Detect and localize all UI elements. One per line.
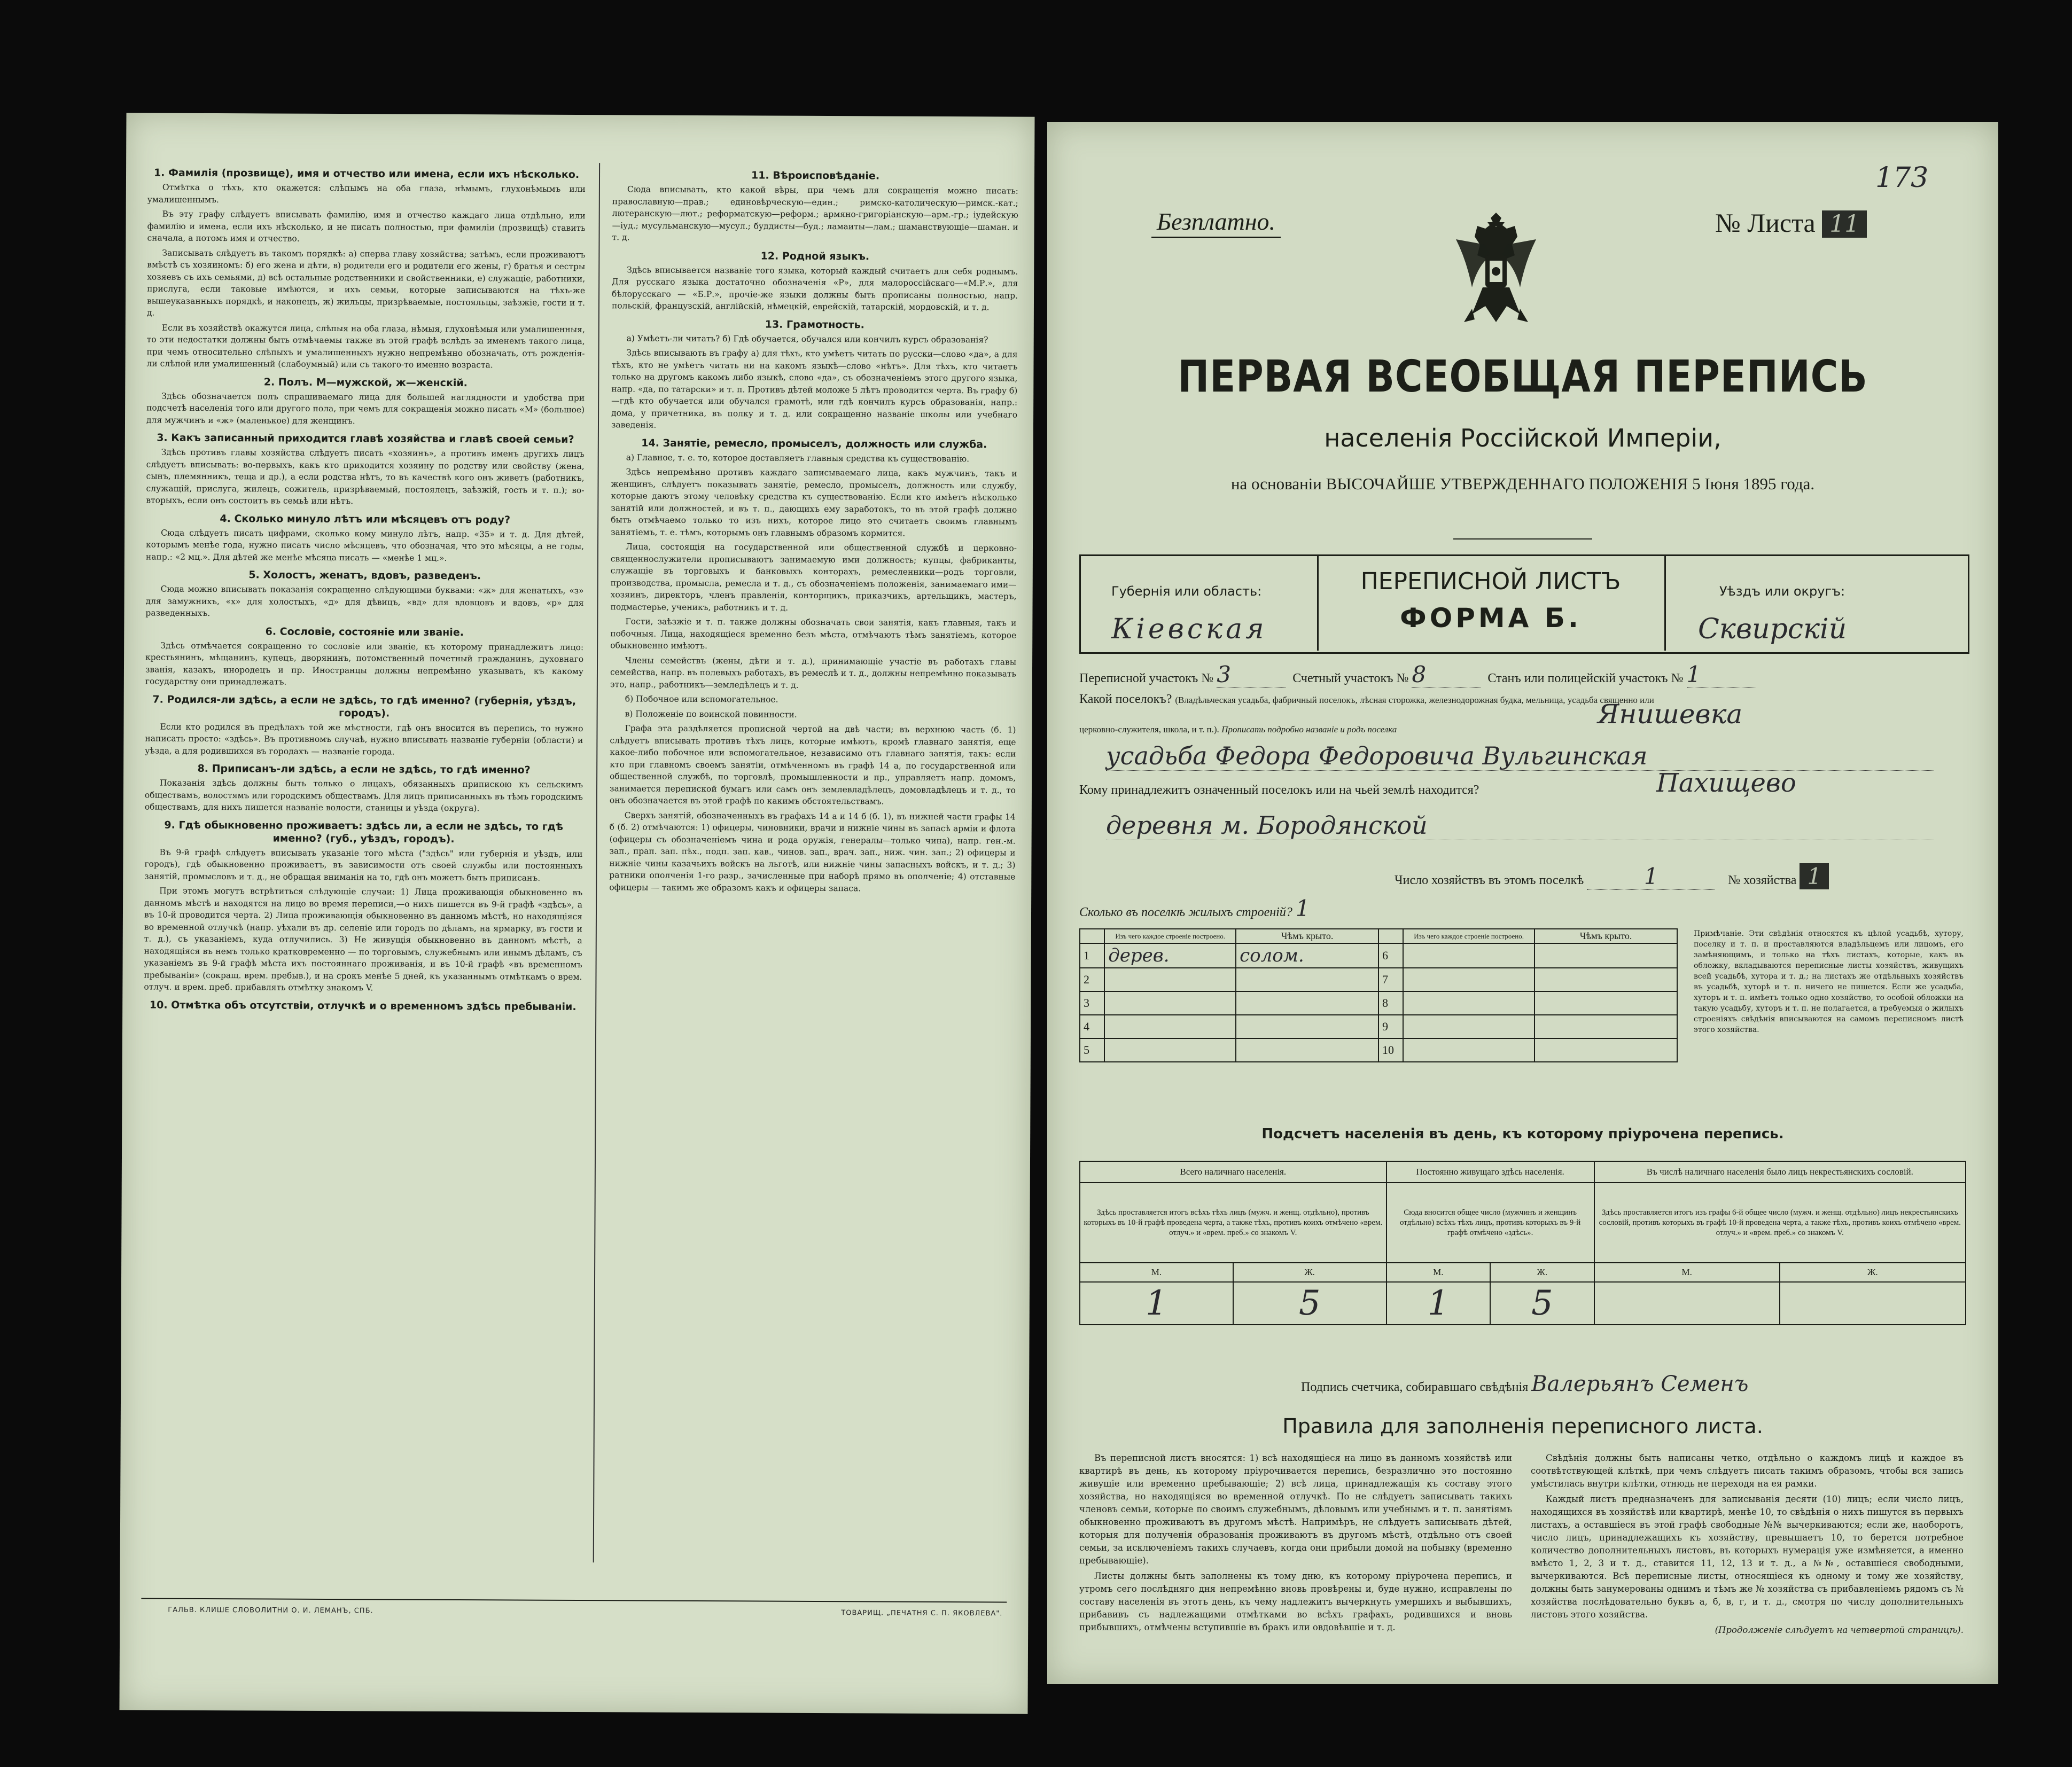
male-header: М. <box>1386 1263 1491 1282</box>
free-stamp <box>1151 207 1281 238</box>
section-paragraph: Отмѣтка о тѣхъ, кто окажется: слѣпымъ на оба глаза, нѣмымъ, глухонѣмымъ или умалишеннымъ. <box>147 182 586 205</box>
present-female-value: 5 <box>1233 1282 1386 1325</box>
census-basis: на основаніи ВЫСОЧАЙШЕ УТВЕРЖДЕННАГО ПОЛОЖЕНІЯ 5 Іюня 1895 года. <box>1230 474 1815 493</box>
section-paragraph: Гости, заѣзжіе и т. п. также должны обозначать свои занятія, какъ главныя, такъ и побочныя. Лица, находящіеся временно безъ мѣста, отмѣчаютъ тѣмъ занятіемъ, которое обыкновенно имѣютъ. <box>610 616 1017 651</box>
sheet-title-2: ФОРМА Б. <box>1400 603 1582 634</box>
section-paragraph: а) Умѣетъ-ли читать? б) Гдѣ обучается, обучался или кончилъ курсъ образованія? <box>626 333 988 345</box>
section-paragraph: Графа эта раздѣляется прописной чертой на двѣ части; въ верхнюю часть (б. 1) слѣдуетъ вписывать противъ тѣхъ лицъ, которые имѣютъ, кромѣ главнаго занятія, еще какое-либо побочное или вспомогательное, независимо отъ главнаго занятія, такъ: если кто при главномъ своемъ занятіи, отмѣченномъ въ графѣ 14 а, по государственной или общественной службѣ, по торговлѣ, промышленности и пр., управляетъ напр. домомъ, занимается перепиской бумагъ или самъ онъ землевладѣлецъ, домовладѣлецъ и т. д., то онъ обозначается въ этой графѣ по какимъ обстоятельствамъ. <box>609 723 1016 807</box>
section-paragraph: Если кто родился въ предѣлахъ той же мѣстности, гдѣ онъ вносится въ перепись, то нужно написать просто: «здѣсь». Въ противномъ случаѣ, нужно вписывать названіе губерніи (области) и уѣзда, а для родившихся въ городахъ — названіе города. <box>145 722 583 757</box>
owner-value-2: деревня м. Бородянской <box>1106 811 1934 840</box>
count-header-permanent: Постоянно живущаго здѣсь населенія. <box>1386 1161 1594 1183</box>
count-header-present: Всего наличнаго населенія. <box>1080 1161 1386 1183</box>
section-paragraph: Здѣсь вписывають въ графу а) для тѣхъ, кто умѣетъ читать по русски—слово «да», а для тѣхъ, кто не умѣетъ читать ни на какомъ языкѣ—слово «нѣтъ». Для тѣхъ, кто читаетъ только на другомъ какомъ либо языкѣ, слово «да», съ обозначеніемъ этого другого языка, напр. «да, по татарски» и т. п. Противъ дѣтей моложе 5 лѣтъ проводится черта. Въ графу б)—гдѣ кто обучается или обучался грамотѣ, или гдѣ кончилъ курсъ образованія, напр.: дома, у причетника, въ полку и т. д. или сокращенно названіе школы или учебнаго заведенія. <box>611 348 1018 430</box>
bld-row-number: 6 <box>1378 943 1403 968</box>
owner-label: Кому принадлежитъ означенный поселокъ или на чьей землѣ находится? <box>1079 783 1479 797</box>
count-sex-row <box>1080 1263 1966 1282</box>
permanent-male-value: 1 <box>1386 1282 1491 1325</box>
buildings-row <box>1079 895 1310 921</box>
section-paragraph: б) Побочное или вспомогательное. <box>625 694 778 705</box>
settlement-hint-3: Прописать подробно названіе и родъ поселка <box>1221 724 1397 734</box>
section-paragraph: Записывать слѣдуетъ въ такомъ порядкѣ: а) сперва главу хозяйства; затѣмъ, если проживаютъ вмѣстѣ съ хозяиномъ: б) его жена и дѣти, в) родители его и родители его жены, г) братья и сестры хозяевъ съ ихъ семьями, д) всѣ остальные родственники и свойственники, е) служащіе, работники, прислуга, если таковые имѣются, и ихъ семьи, которые записываются на тѣхъ-же вышеуказанныхъ порядкѣ, и наконецъ, ж) жильцы, призрѣваемые, постояльцы, заѣзжіе, гости и т. д. <box>146 248 586 318</box>
right-page <box>1047 122 1998 1684</box>
bld-row-number: 5 <box>1080 1038 1104 1062</box>
instructions-column-2 <box>606 163 1018 1601</box>
households-label: Число хозяйствъ въ этомъ поселкѣ <box>1395 873 1584 887</box>
section-paragraph: Здѣсь обозначается полъ спрашиваемаго лица для большей наглядности и удобства при подсчетѣ населенія того или другого пола, при чемъ для сокращенія можно писать «М» (большое) для мужчинъ и «ж» (маленькое) для женщинъ. <box>146 391 585 426</box>
count-desc-row <box>1080 1183 1966 1263</box>
section-heading: 12. Родной языкъ. <box>760 249 870 262</box>
census-district <box>1079 661 1756 688</box>
section-heading: 7. Родился-ли здѣсь, а если не здѣсь, то гдѣ именно? (губернія, уѣздъ, городъ). <box>152 693 577 719</box>
permanent-female-value: 5 <box>1490 1282 1594 1325</box>
section-heading: 9. Гдѣ обыкновенно проживаетъ: здѣсь ли, а если не здѣсь, то гдѣ именно? (губ., уѣздъ, городъ). <box>164 819 564 845</box>
owner-value-1: Пахищево <box>1656 768 1796 798</box>
sheet-title-1: ПЕРЕПИСНОЙ ЛИСТЪ <box>1360 568 1621 595</box>
counting-district-value: 8 <box>1412 661 1481 688</box>
section-heading: 11. Вѣроисповѣданіе. <box>751 169 880 182</box>
imprint-left: ГАЛЬВ. КЛИШЕ СЛОВОЛИТНИ О. И. ЛЕМАНЪ, СПБ. <box>168 1606 373 1615</box>
census-title: ПЕРВАЯ ВСЕОБЩАЯ ПЕРЕПИСЬ <box>1178 351 1868 402</box>
section-paragraph: Сверхъ занятій, обозначенныхъ въ графахъ 14 а и 14 б (б. 1), въ нижней части графы 14 б (б. 2) отмѣчаются: 1) офицеры, чиновники, врачи и нижніе чины въ запасѣ арміи и флота (офицеры съ обозначеніемъ чина и рода оружія, генералы—только чина), напр. ген.-м. зап., прап. зап. пѣх., подп. зап. кав., чинов. зап., врач. зап., ниж. чин. зап.; 2) офицеры и нижніе чины казачьихъ войскъ на льготѣ, или нижніе чины запасныхъ войскъ, и т. д.; 3) ратники ополченія 1-го разр., зачисленные при наборѣ прямо въ ополченіе; 4) отставные офицеры — такимъ же образомъ какъ и офицеры запаса. <box>609 810 1016 893</box>
household-no-value: 1 <box>1800 863 1829 889</box>
rules-column-2 <box>1531 1452 1964 1676</box>
uezd-value: Сквирскій <box>1698 613 1847 645</box>
bld-roof-header-right: Чѣмъ крыто. <box>1534 929 1677 943</box>
section-heading: 10. Отмѣтка объ отсутствіи, отлучкѣ и о временномъ здѣсь пребываніи. <box>149 999 577 1013</box>
settlement-label-row <box>1079 692 1654 707</box>
present-male-value: 1 <box>1080 1282 1233 1325</box>
buildings-value: 1 <box>1295 895 1310 921</box>
buildings-label: Сколько въ поселкѣ жилыхъ строеній? <box>1079 905 1292 919</box>
count-desc-permanent: Сюда вносится общее число (мужчинъ и женщинъ отдѣльно) всѣхъ тѣхъ лицъ, противъ которыхъ въ 9-й графѣ отмѣчено «здѣсь». <box>1386 1183 1594 1263</box>
left-page <box>119 113 1034 1714</box>
gubernia-label: Губернія или область: <box>1111 584 1262 599</box>
female-header: Ж. <box>1233 1263 1386 1282</box>
bld-row-number: 10 <box>1378 1038 1403 1062</box>
section-heading: 3. Какъ записанный приходится главѣ хозяйства и главѣ своей семьи? <box>157 432 574 445</box>
section-paragraph: При этомъ могутъ встрѣтиться слѣдующіе случаи: 1) Лица проживающія обыкновенно въ данномъ мѣстѣ и находятся на лицо во время переписи,—о нихъ пишется въ 9-й графѣ «здѣсь», а въ 10-й проводится черта. 2) Лица проживающія обыкновенно въ данномъ мѣстѣ, но находящіяся во временной отлучкѣ (напр. уѣхали въ др. селеніе или городъ по дѣламъ, на ярмарку, въ гости и т. д.), съ указаніемъ, куда отлучились. 3) Не живущія обыкновенно въ данномъ мѣстѣ, а находящіяся въ немъ только кратковременно — по торговымъ, служебнымъ или инымъ дѣламъ, съ указаніемъ въ 9-й графѣ мѣста ихъ постояннаго проживанія, и въ 10-й графѣ «въ временномъ пребываніи» (сокращ. врем. пребыв.), и на срокъ менѣе 5 дней, къ указаннымъ отмѣткамъ о врем. отлуч. и врем. преб. прибавлять отмѣтку знакомъ V. <box>144 886 583 993</box>
rules-paragraph: Свѣдѣнія должны быть написаны четко, отдѣльно о каждомъ лицѣ и каждое въ соотвѣтствующей клѣткѣ, при чемъ слѣдуетъ писать такимъ образомъ, чтобы вся запись умѣстилась внутри клѣтки, отнюдь не переходя на ея рамки. <box>1531 1453 1964 1489</box>
male-header: М. <box>1594 1263 1780 1282</box>
free-stamp-text: Безплатно. <box>1157 208 1276 235</box>
column-divider <box>593 163 600 1562</box>
rules-paragraph: Каждый листъ предназначенъ для записыванія десяти (10) лицъ; если число лицъ, находящихся въ хозяйствѣ или квартирѣ, менѣе 10, то свѣдѣнія о нихъ пишутся въ первыхъ листахъ, а оставшіеся въ этой графѣ свободные №№ вычеркиваются; если же, наоборотъ, число лицъ, принадлежащихъ къ хозяйству, превышаетъ 10, то берется потребное количество дополнительныхъ листовъ, въ которыхъ нумерація уже измѣняется, а именно вмѣсто 1, 2, 3 и т. д., ставится 11, 12, 13 и т. д., а №№, оставшіеся свободными, вычеркиваются. Всѣ переписные листы, относящіеся къ одному и тому же хозяйству, должны быть занумерованы однимъ и тѣмъ же № хозяйства съ прибавленіемъ рядомъ съ № хозяйства послѣдовательно буквъ а, б, в, г, и т. д., смотря по числу дополнительныхъ листовъ этого хозяйства. <box>1531 1494 1964 1620</box>
section-heading: 13. Грамотность. <box>765 318 864 331</box>
settlement-hint-row <box>1079 724 1397 734</box>
counting-district-label: Счетный участокъ № <box>1292 671 1409 685</box>
settlement-value-2: усадьба Федора Федоровича Вульгинская <box>1106 741 1934 771</box>
male-header: М. <box>1080 1263 1233 1282</box>
section-paragraph: Здѣсь непремѣнно противъ каждаго записываемаго лица, какъ мужчинъ, такъ и женщинъ, слѣдуетъ показывать занятіе, ремесло, промыселъ, должность или службу, которые даютъ этому человѣку средства къ существованію. Если кто имѣетъ нѣсколько занятій или должностей, и въ т. п., дающихъ ему заработокъ, то въ этой графѣ должно быть отмѣчаемо только то изъ нихъ, которое лицо это считаетъ своимъ главнымъ занятіемъ, т. е. тѣмъ, которымъ онъ главнымъ образомъ кормится. <box>611 467 1017 538</box>
settlement-label: Какой поселокъ? <box>1079 692 1172 706</box>
bld-row-number: 8 <box>1378 991 1403 1015</box>
section-paragraph: Здѣсь вписывается названіе того языка, который каждый считаетъ для себя роднымъ. Для русскаго языка достаточно обозначенія «Р», для малороссійскаго—«М.Р.», для бѣлорусскаго — «Б.Р.», прочіе-же языки должны быть прописаны полностью, напр. польскій, французскій, англійскій, нѣмецкій, еврейскій, татарскій, мордовскій, и т. д. <box>611 264 1018 312</box>
section-paragraph: Показанія здѣсь должны быть только о лицахъ, обязанныхъ припискою къ сельскимъ обществамъ, волостямъ или городскимъ обществамъ. Для лицъ приписанныхъ въ тѣмъ городскимъ обществамъ, для нихъ пишется названіе волости, станицы и уѣзда (округа). <box>144 778 583 814</box>
sheet-number-value: 11 <box>1822 210 1867 238</box>
section-heading: 4. Сколько минуло лѣтъ или мѣсяцевъ отъ роду? <box>220 512 511 526</box>
section-paragraph: Въ 9-й графѣ слѣдуетъ вписывать указаніе того мѣста ("здѣсь" или губернія и уѣздъ, или городъ), гдѣ обыкновенно проживаетъ, въ зависимости отъ своей службы или постоянныхъ занятій, промысловъ и т. д., не обращая вниманія на то, гдѣ онъ можетъ быть приписанъ. <box>144 847 583 883</box>
section-heading: 8. Приписанъ-ли здѣсь, а если не здѣсь, то гдѣ именно? <box>197 762 531 776</box>
section-paragraph: Въ эту графу слѣдуетъ вписывать фамилію, имя и отчество каждаго лица отдѣльно, или фамилію и имена, если ихъ нѣсколько, и не писать полностью, при фамиліи (прозвищѣ) ставить сначала, а потомъ имя и отчество. <box>147 209 586 244</box>
bld-row-number: 4 <box>1080 1015 1104 1038</box>
households-value: 1 <box>1587 863 1715 890</box>
non-peasant-female-value <box>1780 1282 1966 1325</box>
bld-row-number: 9 <box>1378 1015 1403 1038</box>
sheet-number <box>1715 207 1867 238</box>
buildings-table-header <box>1080 929 1677 943</box>
eagle-emblem <box>1435 202 1557 335</box>
rules-continued: (Продолженіе слѣдуетъ на четвертой страницѣ). <box>1715 1625 1964 1635</box>
census-district-value: 3 <box>1217 661 1286 688</box>
settlement-hint-1: (Владѣльческая усадьба, фабричный поселокъ, лѣсная сторожка, железнодорожная будка, мельница, усадьба священно или <box>1175 695 1654 705</box>
buildings-table <box>1079 928 1678 1062</box>
bld-row-number: 1 <box>1080 943 1104 968</box>
bld-material-header-left: Изъ чего каждое строеніе построено. <box>1104 929 1236 943</box>
table-row <box>1080 968 1677 991</box>
archive-page-number: 173 <box>1875 162 1929 194</box>
section-heading: 2. Полъ. М—мужской, ж—женскій. <box>263 376 468 389</box>
section-paragraph: Здѣсь противъ главы хозяйства слѣдуетъ писать «хозяинъ», а противъ именъ другихъ лицъ слѣдуетъ вписывать: во-первыхъ, какъ кто приходится хозяину по родству или свойству (жена, сынъ, племянникъ, теща и др.), а если родства нѣтъ, то въ качествѣ кого онъ живетъ (работникъ, служащій, прислуга, жилецъ, сожитель, призрѣваемый, постоялецъ, заѣзжій, гость и т. п.); во-вторыхъ, если онъ состоитъ въ семьѣ или нѣтъ. <box>146 447 585 506</box>
signature-value: Валерьянъ Семенъ <box>1531 1372 1749 1396</box>
count-values-row <box>1080 1282 1966 1325</box>
count-desc-non-peasant: Здѣсь проставляется итогъ изъ графы 6-й общее число (мужч. и женщ. отдѣльно) лицъ некрестьянскихъ сословій, противъ которыхъ въ графѣ 10-й проведена черта, а также тѣхъ, противъ коихъ отмѣчено «врем. отлуч.» и «врем. преб.» со знакомъ V. <box>1594 1183 1966 1263</box>
section-paragraph: Лица, состоящія на государственной или общественной службѣ и церковно-священнослужители прописываютъ занимаемую ими должность; купцы, фабриканты, служащіе въ торговыхъ и банковыхъ конторахъ, ремесленники—родъ торговли, производства, промысла, ремесла и т. д., съ обозначеніемъ положенія, занимаемаго ими—хозяинъ, директоръ, членъ правленія, конторщикъ, приказчикъ, артельщикъ, мастеръ, подмастерье, ученикъ, работникъ и т. д. <box>610 542 1017 613</box>
section-paragraph: в) Положеніе по воинской повинности. <box>625 708 797 720</box>
population-count-table <box>1079 1161 1966 1325</box>
census-district-label: Переписной участокъ № <box>1079 671 1214 685</box>
table-row <box>1080 943 1677 968</box>
bld-roof-cell: солом. <box>1236 943 1378 968</box>
imprint-right: ТОВАРИЩ. „ПЕЧАТНЯ С. П. ЯКОВЛЕВА". <box>841 1609 1003 1618</box>
section-paragraph: Здѣсь отмѣчается сокращенно то сословіе или званіе, къ которому принадлежитъ лицо: крестьянинъ, мѣщанинъ, купецъ, дворянинъ, потомственный почетный гражданинъ, духовнаго званія, казакъ, инородецъ и пр. Иностранцы должны непремѣнно указывать, къ какому государству они принадлежатъ. <box>145 640 584 687</box>
gubernia-box <box>1079 554 1319 651</box>
uezd-label: Уѣздъ или округъ: <box>1719 584 1845 599</box>
female-header: Ж. <box>1490 1263 1594 1282</box>
signature-row <box>1301 1372 1748 1396</box>
households-row <box>1395 863 1829 890</box>
buildings-side-note: Примѣчаніе. Эти свѣдѣнія относятся къ цѣлой усадьбѣ, хутору, поселку и т. п. и проставляются владѣльцемъ или лицомъ, его замѣняющимъ, и только на тѣхъ листахъ, которые, какъ въ обложку, вкладываются переписные листы хозяйствъ, живущихъ всей усадьбѣ, хутора и т. д.; на листахъ же отдѣльныхъ хозяйствъ въ усадьбѣ, хуторѣ и т. п. ничего не пишется. Если же усадьба, хуторъ и т. п. имѣетъ только одно хозяйство, то особой обложки на такую усадьбу, хуторъ и т. п. не полагается, а требуемыя о жилыхъ строеніяхъ свѣдѣнія вписываются на самомъ переписномъ листѣ этого хозяйства. <box>1694 929 1964 1034</box>
count-header-row <box>1080 1161 1966 1183</box>
stan-label: Станъ или полицейскій участокъ № <box>1487 671 1684 685</box>
title-rule <box>1453 538 1592 540</box>
section-heading: 1. Фамилія (прозвище), имя и отчество или имена, если ихъ нѣсколько. <box>153 167 580 181</box>
section-paragraph: а) Главное, т. е. то, которое доставляетъ главныя средства къ существованію. <box>626 452 970 464</box>
bld-material-cell: дерев. <box>1104 943 1236 968</box>
section-heading: 5. Холостъ, женатъ, вдовъ, разведенъ. <box>248 569 481 582</box>
female-header: Ж. <box>1780 1263 1966 1282</box>
stan-value: 1 <box>1687 661 1756 688</box>
count-header-non-peasant: Въ числѣ наличнаго населенія было лицъ некрестьянскихъ сословій. <box>1594 1161 1966 1183</box>
count-desc-present: Здѣсь проставляется итогъ всѣхъ тѣхъ лицъ (мужч. и женщ. отдѣльно), противъ которыхъ въ 10-й графѣ проведена черта, а также тѣхъ, противъ коихъ отмѣчено «врем. отлуч.» и «врем. преб.» со знакомъ V. <box>1080 1183 1386 1263</box>
section-paragraph: Сюда слѣдуетъ писать цифрами, сколько кому минуло лѣтъ, напр. «35» и т. д. Для дѣтей, которымъ менѣе года, нужно писать число мѣсяцевъ, что обозначая, что это мѣсяцы, а не годы, напр.: «2 мц.». Для дѣтей же менѣе мѣсяца писать — «менѣе 1 мц.». <box>145 528 585 563</box>
rules-paragraph: Въ переписной листъ вносятся: 1) всѣ находящіеся на лицо въ данномъ хозяйствѣ или квартирѣ въ день, къ которому пріурочивается перепись, безразлично это постоянно живущіе или временно пребывающіе; 2) всѣ лица, принадлежащія къ составу этого хозяйства, но находящіяся во временной отлучкѣ. По не слѣдуетъ записывать такихъ членовъ семьи, которые по своимъ служебнымъ, дѣловымъ или учебнымъ и т. п. занятіямъ обыкновенно проживаютъ въ другомъ мѣстѣ. Напримѣръ, не слѣдуетъ записывать дѣтей, которыя для полученія образованія проживаютъ въ другомъ мѣстѣ, отдѣльно отъ своей семьи, за исключеніемъ такихъ случаевъ, когда они прибыли домой на побывку (временно пребывающіе). <box>1079 1453 1512 1566</box>
section-heading: 6. Сословіе, состояніе или званіе. <box>265 625 464 638</box>
signature-label: Подпись счетчика, собиравшаго свѣдѣнія <box>1301 1380 1529 1394</box>
bld-row-number: 2 <box>1080 968 1104 991</box>
rules-column-1 <box>1079 1452 1512 1676</box>
uezd-box <box>1664 554 1968 651</box>
sheet-number-label: № Листа <box>1715 208 1816 238</box>
table-row <box>1080 991 1677 1015</box>
census-subtitle: населенія Россійской Имперіи, <box>1324 424 1722 452</box>
household-no-label: № хозяйства <box>1728 873 1797 887</box>
settlement-value-1: Янишевка <box>1598 699 1743 730</box>
section-paragraph: Сюда вписывать, кто какой вѣры, при чемъ для сокращенія можно писать: православную—прав.; единовѣрческую—един.; римско-католическую—римск.-кат.; лютеранскую—лют.; реформатскую—реформ.; армяно-григоріанскую—арм.-гр.; іудейскую—іуд.; мусульманскую—мусул.; буддисты—буд.; ламаиты—лам.; шаманствующіе—шаман. и т. д. <box>612 184 1018 243</box>
section-paragraph: Сюда можно вписывать показанія сокращенно слѣдующими буквами: «ж» для женатыхъ, «з» для замужнихъ, «х» для холостыхъ, «д» для дѣвицъ, «вд» для вдовцовъ и вдовъ, «р» для разведенныхъ. <box>145 584 584 618</box>
non-peasant-male-value <box>1594 1282 1780 1325</box>
double-headed-eagle-icon <box>1435 202 1557 335</box>
table-row <box>1080 1038 1677 1062</box>
bld-roof-header-left: Чѣмъ крыто. <box>1236 929 1378 943</box>
section-paragraph: Если въ хозяйствѣ окажутся лица, слѣпыя на оба глаза, нѣмыя, глухонѣмыя или умалишенныя, то эти недостатки должны быть отмѣчаемы также въ этой графѣ вслѣдъ за именемъ такого лица, при чемъ относительно слѣпыхъ и умалишенныхъ нужно непремѣнно обозначать, отъ рожденія-ли слѣпой или умалишенный (слабоумный) или съ такого-то именно возраста. <box>146 323 585 370</box>
instructions-column-1 <box>142 161 586 1557</box>
table-row <box>1080 1015 1677 1038</box>
section-paragraph: Члены семействъ (жены, дѣти и т. д.), принимающіе участіе въ работахъ главы семейства, напр. въ полевыхъ работахъ, въ ремеслѣ и т. д., должны непремѣнно показывать это, напр., работникъ—земледѣлецъ и т. д. <box>610 655 1017 690</box>
bld-row-number: 7 <box>1378 968 1403 991</box>
bld-material-header-right: Изъ чего каждое строеніе построено. <box>1403 929 1534 943</box>
rules-paragraph: Листы должны быть заполнены къ тому дню, къ которому пріурочена перепись, и утромъ сего послѣдняго дня непремѣнно вновь провѣрены и, буде нужно, исправлены по составу населенія въ этотъ день, къ чему надлежитъ вычеркнуть умершихъ и выбывшихъ, прибавивъ съ надлежащими отмѣтками во всѣхъ графахъ, родившихся и вновь прибывшихъ, отмѣчены вступившіе въ бракъ или овдовѣвшіе и т. д. <box>1079 1571 1512 1632</box>
rules-title: Правила для заполненія переписного листа. <box>1282 1414 1763 1438</box>
gubernia-value: Кіевская <box>1111 613 1267 645</box>
bld-row-number: 3 <box>1080 991 1104 1015</box>
count-title: Подсчетъ населенія въ день, къ которому пріурочена перепись. <box>1261 1126 1784 1142</box>
settlement-hint-2: церковно-служителя, школа, и т. п.). <box>1079 724 1219 734</box>
section-heading: 14. Занятіе, ремесло, промыселъ, должность или служба. <box>641 437 987 450</box>
